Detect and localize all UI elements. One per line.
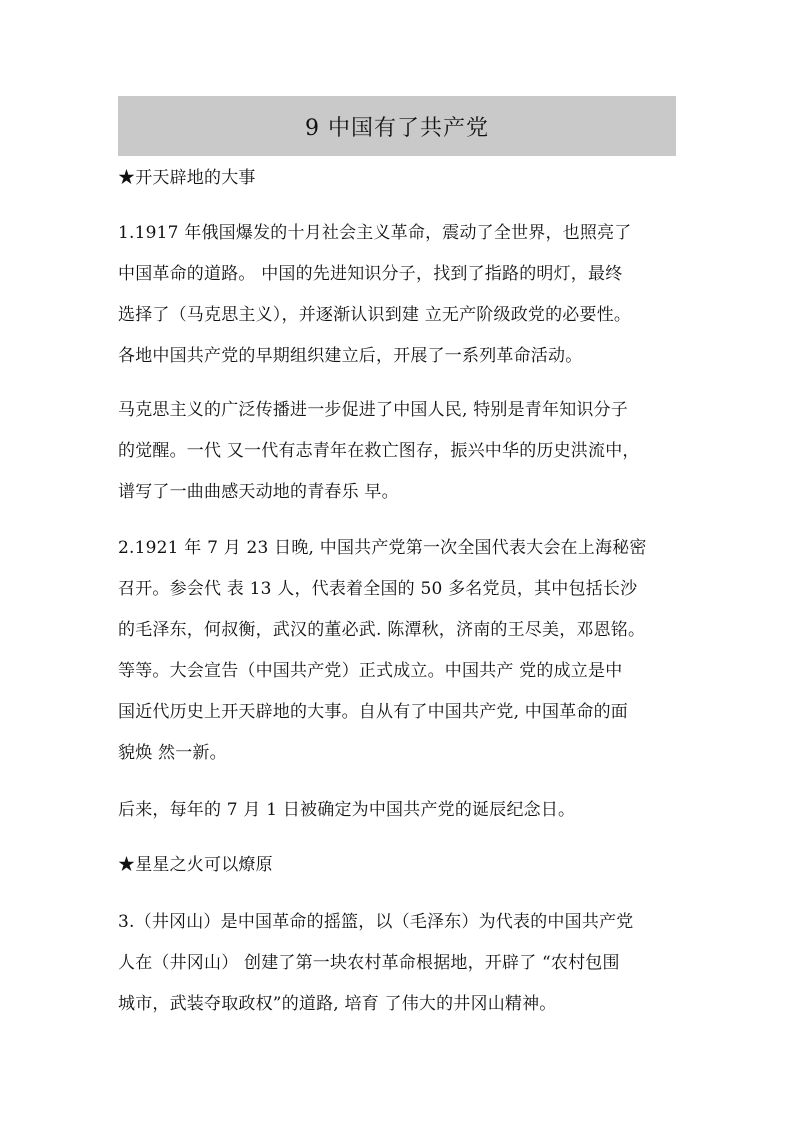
paragraph-line: 的毛泽东，何叔衡，武汉的董必武. 陈潭秋，济南的王尽美，邓恩铭。 — [118, 620, 646, 640]
paragraph-line: 2.1921 年 7 月 23 日晚, 中国共产党第一次全国代表大会在上海秘密 — [118, 538, 647, 558]
paragraph-line: 的觉醒。一代 又一代有志青年在救亡图存，振兴中华的历史洪流中， — [118, 441, 640, 461]
paragraph-line: 人在（井冈山） 创建了第一块农村革命根据地，开辟了 “农村包围 — [118, 953, 620, 973]
paragraph-line: 等等。大会宣告（中国共产党）正式成立。中国共产 党的成立是中 — [118, 661, 623, 681]
section-heading-1: ★开天辟地的大事 — [118, 168, 256, 188]
paragraph-line: 选择了（马克思主义），并逐渐认识到建 立无产阶级政党的必要性。 — [118, 305, 632, 325]
paragraph-line: 中国革命的道路。 中国的先进知识分子，找到了指路的明灯，最终 — [118, 264, 623, 284]
title-banner — [118, 96, 676, 156]
paragraph-line: 后来，每年的 7 月 1 日被确定为中国共产党的诞辰纪念日。 — [118, 800, 576, 820]
paragraph-line: 貌焕 然一新。 — [118, 743, 227, 763]
paragraph-line: 马克思主义的广泛传播进一步促进了中国人民, 特别是青年知识分子 — [118, 400, 629, 420]
paragraph-line: 谱写了一曲曲感天动地的青春乐 早。 — [118, 482, 399, 502]
paragraph-line: 3.（井冈山）是中国革命的摇篮，以（毛泽东）为代表的中国共产党 — [118, 912, 634, 932]
section-heading-2: ★星星之火可以燎原 — [118, 855, 273, 875]
paragraph-line: 城市，武装夺取政权”的道路, 培育 了伟大的井冈山精神。 — [118, 994, 557, 1014]
paragraph-line: 1.1917 年俄国爆发的十月社会主义革命，震动了全世界，也照亮了 — [118, 223, 632, 243]
page-title: 9 中国有了共产党 — [305, 115, 489, 141]
paragraph-line: 召开。参会代 表 13 人，代表着全国的 50 多名党员，其中包括长沙 — [118, 579, 638, 599]
paragraph-line: 国近代历史上开天辟地的大事。自从有了中国共产党, 中国革命的面 — [118, 702, 629, 722]
paragraph-line: 各地中国共产党的早期组织建立后，开展了一系列革命活动。 — [118, 346, 583, 366]
